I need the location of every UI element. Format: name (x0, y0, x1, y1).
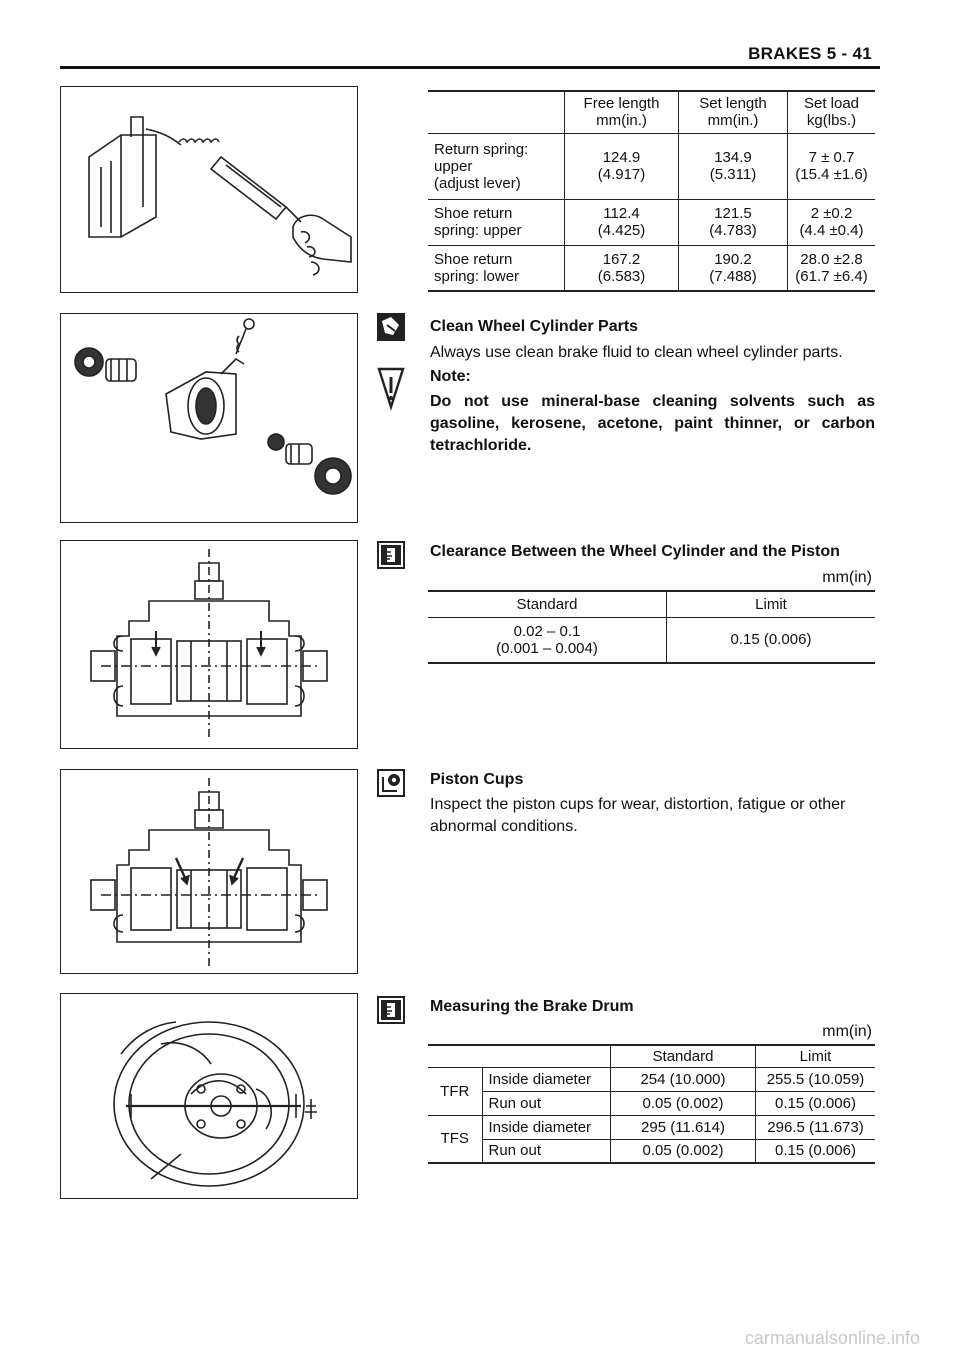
col-standard-header: Standard (428, 591, 667, 617)
table-row: Shoe return spring: upper 112.4 (4.425) 121.5 (4.783) 2 ±0.2 (4.4 ±0.4) (428, 199, 875, 245)
brake-drum-illustration (61, 994, 357, 1198)
table-row: Run out 0.05 (0.002) 0.15 (0.006) (428, 1139, 875, 1163)
drum-unit: mm(in) (822, 1023, 872, 1040)
figure-brake-drum (60, 993, 358, 1199)
drum-table (428, 1044, 875, 1164)
piston-section-text: Inspect the piston cups for wear, distortion, fatigue or other abnormal conditions. (430, 796, 846, 835)
inspect-icon (377, 769, 405, 797)
table-row: Run out 0.05 (0.002) 0.15 (0.006) (428, 1091, 875, 1115)
piston-section-title: Piston Cups (430, 771, 524, 788)
cylinder-parts-illustration (61, 314, 357, 522)
cylinder-section-illustration-2 (61, 770, 357, 973)
note-text: Do not use mineral-base cleaning solvents such as gasoline, kerosene, acetone, paint thinner, or carbon tetrachloride. (430, 393, 875, 454)
clearance-table (428, 590, 875, 664)
table-row: Shoe return spring: lower 167.2 (6.583) 190.2 (7.488) 28.0 ±2.8 (61.7 ±6.4) (428, 245, 875, 291)
clean-icon (377, 313, 405, 341)
col-limit-header: Limit (756, 1045, 876, 1067)
header-rule (60, 66, 880, 69)
clearance-unit: mm(in) (822, 569, 872, 586)
model-label: TFS (428, 1115, 482, 1163)
spring-scale-illustration (61, 87, 357, 292)
table-row: TFR Inside diameter 254 (10.000) 255.5 (10.059) (428, 1067, 875, 1091)
col-free-length-header: Free length mm(in.) (565, 91, 679, 133)
figure-cylinder-parts (60, 313, 358, 523)
measure-icon (377, 996, 405, 1024)
clean-section-title: Clean Wheel Cylinder Parts (430, 318, 639, 335)
col-set-load-header: Set load kg(lbs.) (788, 91, 876, 133)
figure-cylinder-section-2 (60, 769, 358, 974)
figure-spring-scale (60, 86, 358, 293)
spring-spec-table (428, 90, 875, 292)
col-limit-header: Limit (667, 591, 876, 617)
model-label: TFR (428, 1067, 482, 1115)
caution-icon (377, 365, 405, 411)
measure-icon (377, 541, 405, 569)
col-set-length-header: Set length mm(in.) (679, 91, 788, 133)
col-standard-header: Standard (611, 1045, 756, 1067)
note-label: Note: (430, 368, 471, 385)
clean-section-text: Always use clean brake fluid to clean wheel cylinder parts. (430, 344, 843, 361)
table-row: Return spring: upper (adjust lever) 124.9 (4.917) 134.9 (5.311) 7 ± 0.7 (15.4 ±1.6) (428, 133, 875, 199)
cylinder-section-illustration-1 (61, 541, 357, 748)
drum-section-title: Measuring the Brake Drum (430, 998, 634, 1015)
watermark: carmanualsonline.info (744, 1328, 920, 1348)
page-header-title: BRAKES 5 - 41 (748, 44, 872, 63)
table-row: 0.02 – 0.1 (0.001 – 0.004) 0.15 (0.006) (428, 617, 875, 663)
figure-cylinder-section-1 (60, 540, 358, 749)
table-row: TFS Inside diameter 295 (11.614) 296.5 (11.673) (428, 1115, 875, 1139)
clearance-section-title: Clearance Between the Wheel Cylinder and the Piston (430, 543, 840, 560)
